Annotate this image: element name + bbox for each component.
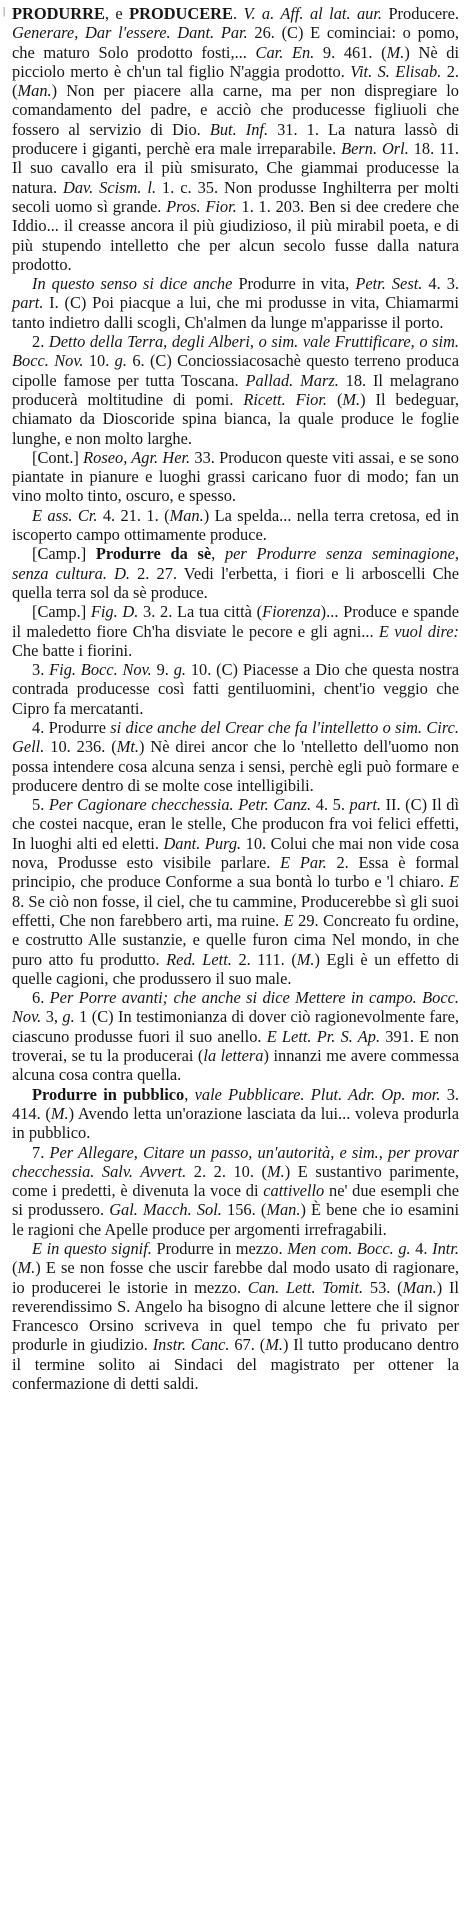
italic-text: E in questo signif. <box>32 1239 152 1258</box>
italic-text: Ricett. Fior. <box>243 389 328 409</box>
italic-text: part. <box>12 293 44 313</box>
entry-paragraph <box>12 1143 459 1239</box>
text-run: Produrre in vita, <box>232 274 356 294</box>
entry-paragraph <box>12 660 459 718</box>
text-run: Che batte i fiorini. <box>12 640 133 660</box>
text-run: 3. 414. ( <box>12 1084 459 1123</box>
italic-text: Man. <box>17 81 52 101</box>
italic-text: g. <box>114 351 127 371</box>
text-run: , <box>211 544 225 564</box>
text-run: 4. <box>410 1239 433 1258</box>
dictionary-entry-produrre <box>12 4 459 1393</box>
entry-paragraph <box>12 602 459 660</box>
text-run: ) innanzi me avere commessa alcuna cosa contra quella. <box>12 1046 460 1085</box>
italic-text: Red. Lett. <box>166 949 232 969</box>
text-run: 4. 3. <box>422 274 459 294</box>
text-run: 1. 1. 203. Ben si dee credere che Iddio... il creasse ancora il più giudizioso, il più mirabil poeta, e di più stupendo intelletto che per alcun secolo fusse dalla natura prodotto. <box>12 196 459 274</box>
text-run: 10. Colui che mai non vide cosa nova, Produsse esto visibile parlare. <box>12 833 459 873</box>
italic-text: Mt. <box>116 737 140 757</box>
text-run: ) La spelda... nella terra cretosa, ed in iscoperto campo ottimamente produce. <box>12 505 459 545</box>
entry-paragraph <box>12 506 459 545</box>
text-run: I. (C) Poi piacque a lui, che mi produsse in vita, Chiamarmi tanto indietro dalli scogli, Ch'almen da lunge m'apparisse il porto. <box>12 293 459 332</box>
italic-text: la lettera <box>203 1046 264 1066</box>
italic-text: si dice anche del Crear che fa l'intelletto o sim. Circ. Gell. <box>12 717 459 757</box>
text-run: 26. (C) E cominciai: o pomo, che maturo Solo prodotto fosti,... <box>12 23 459 62</box>
italic-text: E Lett. Pr. S. Ap. <box>266 1026 381 1046</box>
italic-text: M. <box>50 1103 69 1123</box>
text-run: 7. <box>32 1142 50 1162</box>
text-run: 53. ( <box>363 1277 403 1297</box>
text-run: 18. Il melagrano producerà moltitudine di pomi. <box>12 370 460 409</box>
text-run: ) Nè direi ancor che lo 'ntelletto dell'uomo non possa intendere cosa alcuna senza i sensi, perchè egli può formare e producere dentro di se molte cose intelligibili. <box>12 737 459 795</box>
text-run: 3. 2. La tua città ( <box>138 602 263 622</box>
text-run: 67. ( <box>229 1335 266 1355</box>
italic-text: Detto della Terra, degli Alberi, o sim. vale Fruttificare, o sim. Bocc. Nov. <box>12 332 459 371</box>
text-run: 2. <box>32 332 49 352</box>
italic-text: Fig. Bocc. Nov. <box>49 660 152 680</box>
text-run: . <box>232 4 244 23</box>
text-run: 31. 1. La natura lassò di producere i giganti, perchè era male irreparabile. <box>12 119 459 159</box>
text-run: 3. <box>32 660 50 680</box>
text-run: [Camp.] <box>32 602 91 622</box>
italic-text: Pallad. Marz. <box>245 370 339 390</box>
italic-text: Instr. Canc. <box>152 1335 230 1355</box>
italic-text: Man. <box>169 505 204 525</box>
entry-paragraph <box>12 718 459 795</box>
text-run: [Camp.] <box>32 544 96 564</box>
italic-text: Per Allegare, Citare un passo, un'autorità, e sim., per provar checchessia. Salv. Avvert. <box>12 1142 460 1181</box>
text-run: ne' due esempli che si produssero. <box>12 1181 459 1220</box>
italic-text: E <box>448 872 459 892</box>
text-run: II. (C) Il dì che costei nacque, eran le stelle, Che producon fra voi felici effetti, In luoghi alti ed eletti. <box>12 795 459 853</box>
text-run: ) È bene che io esamini le ragioni che Apelle produce per argomenti irrefragabili. <box>12 1200 459 1239</box>
italic-text: Can. Lett. Tomit. <box>247 1277 364 1297</box>
italic-text: vale Pubblicare. Plut. Adr. Op. mor. <box>194 1084 441 1104</box>
text-run: 2. Essa è formal principio, che produce Conforme a sua bontà lo turbo e 'l chiaro. <box>12 853 459 892</box>
italic-text: Man. <box>402 1277 437 1297</box>
text-run: 9. <box>151 660 174 680</box>
italic-text: Generare, Dar l'essere. Dant. Par. <box>12 23 248 43</box>
italic-text: M. <box>17 1258 36 1278</box>
italic-text: Intr. <box>432 1239 459 1258</box>
text-run: 6. <box>32 988 50 1008</box>
text-run: 1. c. 35. Non produsse Inghilterra per molti secoli uomo sì grande. <box>12 177 460 216</box>
italic-text: Fiorenza <box>262 602 321 622</box>
text-run: ) Avendo letta un'orazione lasciata da lui... voleva produrla in pubblico. <box>12 1103 459 1143</box>
italic-text: But. Inf. <box>209 119 269 139</box>
text-run: ) Il tutto producano dentro il termine solito ai Sindaci del magistrato per ottener la confermazione di detti saldi. <box>12 1335 459 1394</box>
text-run: ) Il bedeguar, chiamato da Dioscoride spina bianca, la quale produce le foglie lunghe, e non molto larghe. <box>12 389 459 448</box>
entry-paragraph <box>12 795 459 988</box>
text-run: ) Il reverendissimo S. Angelo ha bisogno di alcune lettere che il signor Francesco Orsino scriveva in quel tempo che fu privato per produrle in giudizio. <box>12 1277 459 1355</box>
text-run: 2. 27. Vedi l'erbetta, i fiori e li arboscelli Che quella terra sol da sè produce. <box>12 563 460 602</box>
italic-text: Man. <box>266 1200 301 1220</box>
text-run: 18. 11. Il suo cavallo era il più smisurato, Che giammai producesse la natura. <box>12 139 459 197</box>
italic-text: M. <box>386 42 405 62</box>
italic-text: Pros. Fior. <box>166 196 237 216</box>
italic-text: Fig. D. <box>90 602 139 622</box>
italic-text: M. <box>265 1335 283 1355</box>
italic-text: Per Cagionare checchessia. Petr. Canz. <box>48 795 312 815</box>
text-run: 5. <box>32 795 49 815</box>
text-run: 4. Produrre <box>32 717 111 737</box>
text-run: 29. Concreato fu ordine, e costrutto Alle sustanzie, e quelle furon cima Nel mondo, in che puro atto fu produtto. <box>12 910 460 969</box>
italic-text: E vuol dire: <box>378 621 459 641</box>
text-run: 9. 461. ( <box>314 42 387 62</box>
headword: Produrre in pubblico <box>32 1084 185 1104</box>
headword: Produrre da sè <box>95 544 212 564</box>
text-run: ) Non per piacere alla carne, ma per non dispregiare lo comandamento del padre, e acciò che producesse figliuoli che fossero al servizio di Dio. <box>12 81 459 139</box>
italic-text: Dant. Purg. <box>163 833 242 853</box>
text-run: 3, <box>41 1007 63 1027</box>
italic-text: In questo senso si dice anche <box>32 274 233 294</box>
text-run: ) E se non fosse che uscir farebbe dal modo usato di ragionare, io producerei le istorie in mezzo. <box>12 1258 459 1297</box>
margin-mark: | <box>3 5 6 17</box>
text-run: [Cont.] <box>32 447 84 467</box>
text-run: ) E sustantivo parimente, come i predetti, è divenuta la voce di <box>12 1161 459 1201</box>
entry-paragraph <box>12 448 459 506</box>
italic-text: g. <box>173 660 187 680</box>
text-run: 10. 236. ( <box>44 737 117 757</box>
italic-text: E <box>283 910 294 930</box>
italic-text: Petr. Sest. <box>355 274 423 294</box>
italic-text: Men com. Bocc. g. <box>287 1239 411 1258</box>
text-run: ( <box>327 389 343 409</box>
italic-text: M. <box>296 949 315 969</box>
text-run: ) Egli è un effetto di quelle cagioni, che produssero il suo male. <box>12 949 459 988</box>
entry-paragraph <box>12 1239 459 1393</box>
text-run: 33. Producon queste viti assai, e se sono piantate in pianure e luoghi grassi caricano fuor di modo; fan un vino molto tinto, oscuro, e spesso. <box>12 447 459 506</box>
italic-text: M. <box>342 389 361 409</box>
italic-text: Dav. Scism. l. <box>63 177 157 197</box>
text-run: 1 (C) In testimonianza di dover ciò ragionevolmente fare, ciascuno produsse fuori il suo anello. <box>12 1007 459 1046</box>
entry-paragraph <box>12 988 459 1084</box>
text-run: 10. (C) Piacesse a Dio che questa nostra contrada producesse così fatti gentiluomini, chent'io veggio che Cipro fa mercatanti. <box>12 660 460 718</box>
text-run: Producere. <box>382 4 459 23</box>
text-run: ) Nè di picciolo merto è ch'un tal figlio N'aggia prodotto. <box>12 42 459 81</box>
text-run: 10. <box>83 351 115 371</box>
text-run: 2. 111. ( <box>231 949 297 969</box>
text-run: Produrre in mezzo. <box>151 1239 288 1258</box>
entry-paragraph <box>12 4 459 274</box>
text-run: 156. ( <box>221 1200 267 1220</box>
text-run: 4. 5. <box>311 795 350 815</box>
entry-paragraph <box>12 544 459 602</box>
italic-text: per Produrre senza seminagione, senza cultura. D. <box>12 544 460 583</box>
entry-paragraph <box>12 1085 459 1143</box>
italic-text: Vit. S. Elisab. <box>350 61 442 81</box>
italic-text: cattivello <box>263 1181 325 1201</box>
italic-text: Per Porre avanti; che anche si dice Mettere in campo. Bocc. Nov. <box>12 988 459 1027</box>
italic-text: Roseo, Agr. Her. <box>83 447 191 467</box>
text-run: , <box>184 1084 195 1104</box>
italic-text: Car. En. <box>255 42 315 62</box>
text-run: 8. Se ciò non fosse, il ciel, che tu cammine, Producerebbe sì gli suoi effetti, Che non farebbero arti, ma ruine. <box>12 891 459 930</box>
text-run: 6. (C) Conciossiacosachè questo terreno produca cipolle famose per tutta Toscana. <box>12 351 459 390</box>
headword: PRODUCERE <box>129 4 233 23</box>
italic-text: E Par. <box>280 853 327 873</box>
italic-text: Gal. Macch. Sol. <box>109 1200 222 1220</box>
text-run: , e <box>104 4 130 23</box>
text-run: 2. 2. 10. ( <box>186 1161 267 1181</box>
italic-text: Bern. Orl. <box>341 139 409 159</box>
text-run: )... Produce e spande il maledetto fiore Ch'ha disviate le pecore e gli agni... <box>12 602 460 641</box>
italic-text: part. <box>349 795 381 815</box>
text-run: 2. ( <box>12 61 460 101</box>
italic-text: V. a. Aff. al lat. aur. <box>243 4 383 23</box>
italic-text: E ass. Cr. <box>32 505 98 525</box>
text-run: 4. 21. 1. ( <box>97 505 170 525</box>
italic-text: g. <box>62 1007 75 1027</box>
italic-text: M. <box>267 1161 285 1181</box>
entry-paragraph <box>12 274 459 332</box>
text-run: 391. E non troverai, se tu la producerai ( <box>12 1026 459 1066</box>
headword: PRODURRE <box>12 4 105 23</box>
text-run: ( <box>12 1258 18 1278</box>
entry-paragraph <box>12 332 459 448</box>
